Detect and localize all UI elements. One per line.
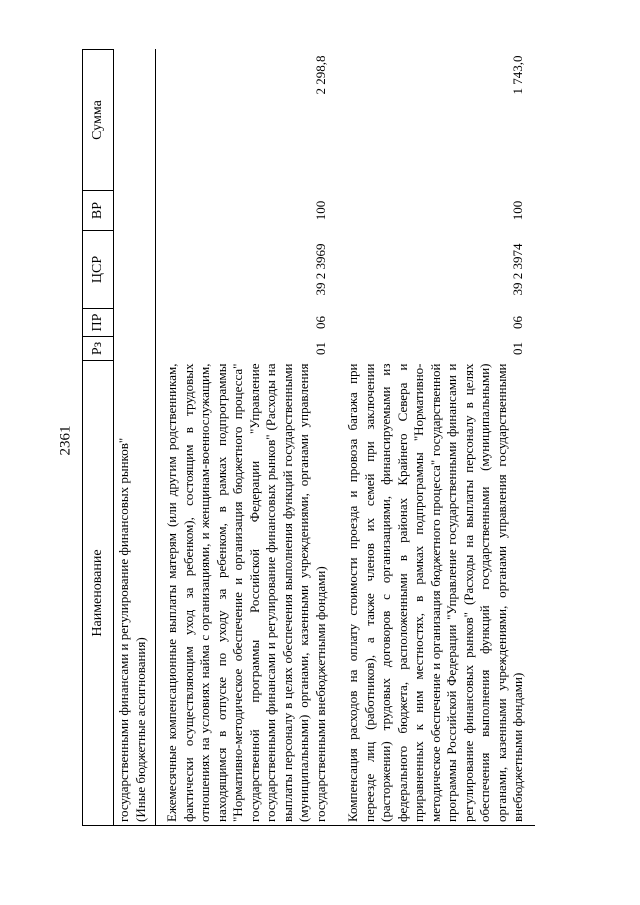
row-1-name: Ежемесячные компенсационные выплаты матерям (или другим родственникам, фактически осуществляющим уход за ребенком), состоящим в трудовых отношениях на условиях найма с организациями, и женщинам-военнослужащим, находящимся в отпуске по уходу за ребенком, в рамках подпрограммы "Нормативно-методическое обеспечение и организация бюджетного процесса" государственной программы Российской Федерации "Управление государственными финансами и регулирование финансовых рынков" (Расходы на выплаты персоналу в целях обеспечения выполнения функций государственными (муниципальными) органами, казенными учреждениями, органами управления государственными внебюджетными фондами)	[156, 361, 338, 826]
header-csr: ЦСР	[83, 231, 114, 309]
page-number: 2361	[57, 425, 74, 456]
row-1-vr: 100	[312, 200, 328, 221]
budget-table	[82, 49, 535, 826]
table-row	[156, 50, 338, 826]
row-1-sum: 2 298,8	[312, 55, 328, 95]
row-2-name: Компенсация расходов на оплату стоимости проезда и провоза багажа при переезде лиц (работников), а также членов их семей при заключении (расторжении) трудовых договоров с организациями, финансируемыми из федерального бюджета, расположенными в районах Крайнего Севера и приравненных к ним местностях, в рамках подпрограммы "Нормативно-методическое обеспечение и организация бюджетного процесса" государственной программы Российской Федерации "Управление государственными финансами и регулирование финансовых рынков" (Расходы на выплаты персоналу в целях обеспечения выполнения функций государственными (муниципальными) органами, казенными учреждениями, органами управления государственными внебюджетными фондами)	[337, 361, 535, 826]
row-2-pr: 06	[510, 316, 525, 329]
row-2-rz: 01	[510, 342, 525, 355]
table-row-continuation	[114, 50, 156, 826]
continuation-line-2: (Иные бюджетные ассигнования)	[132, 637, 148, 822]
row-1-csr: 39 2 3969	[312, 243, 328, 296]
row-2-csr: 39 2 3974	[510, 243, 525, 296]
row-1-pr: 06	[312, 316, 328, 329]
header-vr: ВР	[83, 191, 114, 231]
table-header-row	[83, 50, 114, 826]
header-sum: Сумма	[83, 50, 114, 191]
header-name: Наименование	[83, 361, 114, 826]
table-row	[337, 50, 535, 826]
rotated-table-sheet	[82, 50, 602, 826]
row-2-vr: 100	[510, 200, 525, 221]
continuation-line-1: государственными финансами и регулирование финансовых рынков"	[116, 437, 131, 822]
header-pr: ПР	[83, 309, 114, 337]
row-1-rz: 01	[312, 342, 328, 355]
header-rz: Рз	[83, 337, 114, 361]
row-2-sum: 1 743,0	[510, 55, 525, 95]
continuation-cell	[114, 361, 156, 826]
